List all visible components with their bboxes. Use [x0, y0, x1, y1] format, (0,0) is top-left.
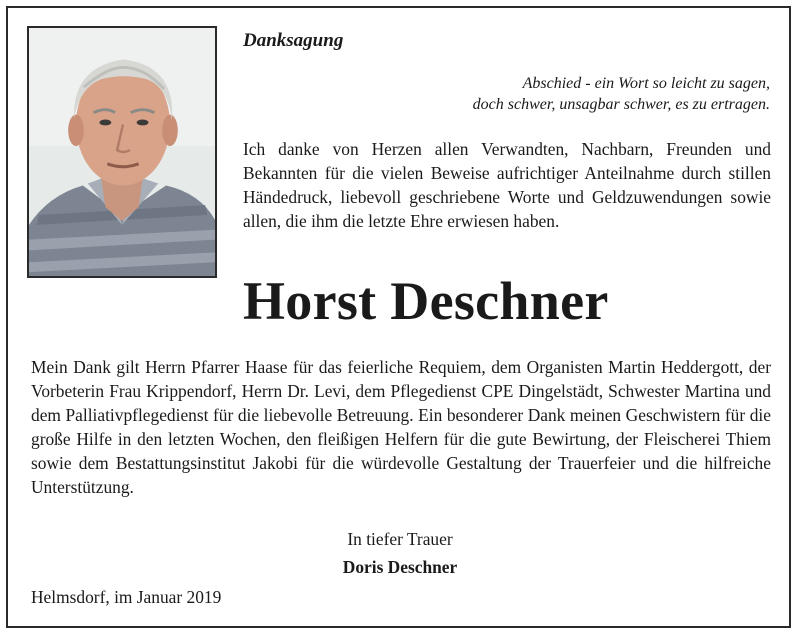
mourning-line: In tiefer Trauer — [347, 529, 453, 549]
farewell-verse — [473, 73, 770, 115]
thanks-line: Bestattungsinstitut Jakobi für die würdevolle Gestaltung der Trauerfeier und die hilfreiche — [115, 453, 771, 473]
thanks-line: Heddergott, der Vorbeterin Frau Krippendorf, Herrn Dr. Levi, dem Pflegedienst CPE — [31, 357, 771, 401]
verse-line: doch schwer, unsagbar schwer, es zu ertragen. — [472, 96, 770, 113]
notice-heading: Danksagung — [243, 30, 344, 51]
intro-line: und Bekannten für die vielen Beweise aufrichtiger Anteilnahme — [243, 139, 771, 183]
intro-line: haben. — [513, 211, 560, 231]
thanks-line: Betreuung. Ein besonderer Dank meinen Geschwistern für die große Hilfe in den letzten — [31, 405, 771, 449]
portrait-photo — [27, 26, 217, 278]
verse-line: Abschied - ein Wort so leicht zu sagen, — [522, 75, 770, 92]
signer-name: Doris Deschner — [342, 557, 458, 577]
thanks-paragraph — [31, 355, 771, 499]
deceased-name: Horst Deschner — [243, 271, 609, 331]
thanks-line: Mein Dank gilt Herrn Pfarrer Haase für das feierliche Requiem, dem Organisten Martin — [31, 357, 656, 377]
thanks-line: Dingelstädt, Schwester Martina und dem Palliativpflegedienst für die liebevolle — [31, 381, 771, 425]
intro-line: durch stillen Händedruck, liebevoll geschriebene Worte und — [243, 163, 771, 207]
intro-paragraph — [243, 137, 771, 233]
intro-line: Geldzuwendungen sowie allen, die ihm die letzte Ehre erwiesen — [243, 187, 772, 231]
intro-line: Ich danke von Herzen allen Verwandten, Nachbarn, Freunden — [243, 139, 732, 159]
thanks-line: Wochen, den fleißigen Helfern für die gute Bewirtung, der Fleischerei Thiem sowie dem — [31, 429, 771, 473]
portrait-illustration — [29, 28, 215, 276]
place-date: Helmsdorf, im Januar 2019 — [31, 587, 222, 607]
thanks-line: Unterstützung. — [31, 477, 134, 497]
